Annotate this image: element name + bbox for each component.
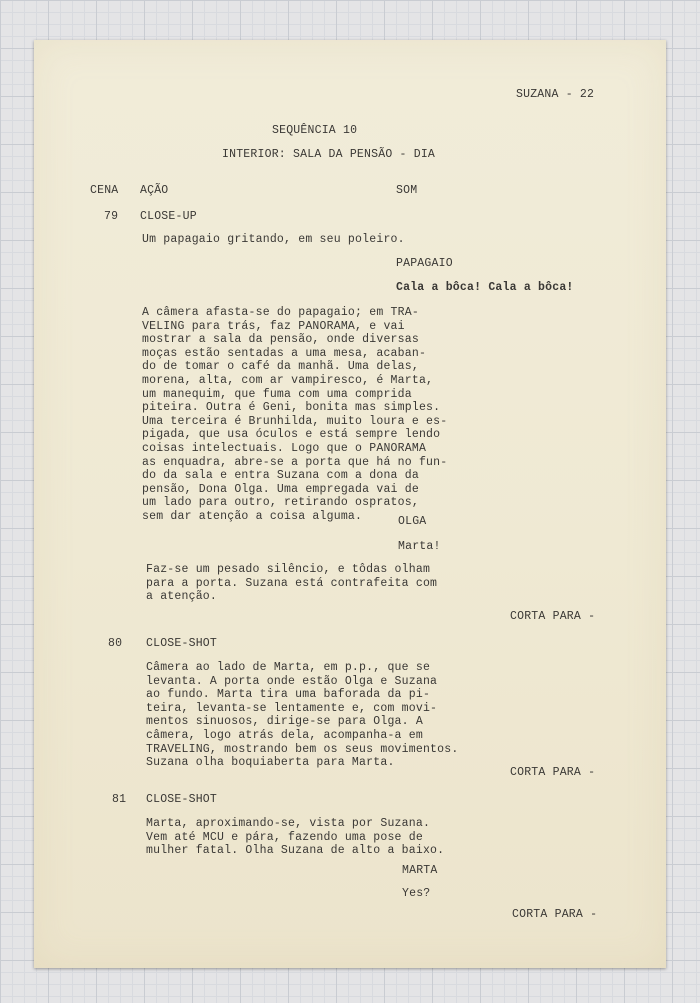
shot-type: CLOSE-SHOT bbox=[146, 793, 218, 806]
scene-number: 81 bbox=[112, 793, 127, 806]
paragraph-line: sem dar atenção a coisa alguma. bbox=[142, 509, 363, 523]
location-heading: INTERIOR: SALA DA PENSÃO - DIA bbox=[222, 148, 436, 161]
paragraph-line: Câmera ao lado de Marta, em p.p., que se bbox=[146, 661, 431, 674]
dialogue-line: Marta! bbox=[398, 540, 441, 553]
paragraph-line: pensão, Dona Olga. Uma empregada vai de bbox=[142, 482, 419, 496]
sequence-title: SEQUÊNCIA 10 bbox=[272, 124, 358, 137]
paragraph-line: ao fundo. Marta tira uma baforada da pi- bbox=[146, 688, 431, 702]
column-sound-header: SOM bbox=[396, 184, 418, 197]
paragraph-line: TRAVELING, mostrando bem os seus movimentos. bbox=[146, 742, 459, 756]
page-header: SUZANA - 22 bbox=[516, 88, 595, 101]
paragraph-line: Vem até MCU e pára, fazendo uma pose de bbox=[146, 830, 423, 844]
paragraph-line: moças estão sentadas a uma mesa, acaban- bbox=[142, 346, 427, 360]
paragraph-line: as enquadra, abre-se a porta que há no fun- bbox=[142, 455, 448, 469]
scene-number: 80 bbox=[108, 637, 123, 650]
paragraph-line: morena, alta, com ar vampiresco, é Marta, bbox=[142, 373, 434, 387]
character-name: MARTA bbox=[402, 864, 438, 877]
shot-type: CLOSE-UP bbox=[140, 210, 197, 223]
paragraph-line: para a porta. Suzana está contrafeita com bbox=[146, 576, 438, 590]
paragraph-line: mulher fatal. Olha Suzana de alto a baixo. bbox=[146, 844, 445, 858]
paragraph-line: VELING para trás, faz PANORAMA, e vai bbox=[142, 319, 405, 333]
transition: CORTA PARA - bbox=[510, 610, 596, 623]
paragraph-line: A câmera afasta-se do papagaio; em TRA- bbox=[142, 306, 419, 319]
paragraph-line: um lado para outro, retirando ospratos, bbox=[142, 496, 419, 510]
paragraph-line: câmera, logo atrás dela, acompanha-a em bbox=[146, 728, 423, 742]
paragraph-line: mostrar a sala da pensão, onde diversas bbox=[142, 333, 419, 347]
paragraph-line: do da sala e entra Suzana com a dona da bbox=[142, 469, 419, 483]
paragraph-line: mentos sinuosos, dirige-se para Olga. A bbox=[146, 715, 423, 729]
column-scene-header: CENA bbox=[90, 184, 119, 197]
paragraph-line: piteira. Outra é Geni, bonita mas simples. bbox=[142, 401, 441, 415]
paragraph-line: Faz-se um pesado silêncio, e tôdas olham bbox=[146, 563, 431, 576]
character-name: PAPAGAIO bbox=[396, 257, 453, 270]
paragraph-line: teira, levanta-se lentamente e, com movi- bbox=[146, 701, 438, 715]
paragraph-line: do de tomar o café da manhã. Uma delas, bbox=[142, 360, 419, 374]
dialogue-line: Yes? bbox=[402, 887, 431, 900]
column-action-header: AÇÃO bbox=[140, 184, 169, 197]
character-name: OLGA bbox=[398, 515, 427, 528]
action-paragraph bbox=[146, 661, 458, 770]
transition: CORTA PARA - bbox=[512, 908, 598, 921]
shot-type: CLOSE-SHOT bbox=[146, 637, 218, 650]
paragraph-line: levanta. A porta onde estão Olga e Suzana bbox=[146, 674, 438, 688]
paragraph-line: Marta, aproximando-se, vista por Suzana. bbox=[146, 817, 431, 830]
dialogue-line: Cala a bôca! Cala a bôca! bbox=[396, 281, 574, 294]
action-line: Um papagaio gritando, em seu poleiro. bbox=[142, 233, 405, 246]
paragraph-line: coisas intelectuais. Logo que o PANORAMA bbox=[142, 441, 427, 455]
paragraph-line: Uma terceira é Brunhilda, muito loura e es- bbox=[142, 414, 448, 428]
action-paragraph bbox=[146, 817, 444, 858]
paragraph-line: um manequim, que fuma com uma comprida bbox=[142, 387, 412, 401]
transition: CORTA PARA - bbox=[510, 766, 596, 779]
paragraph-line: Suzana olha boquiaberta para Marta. bbox=[146, 756, 395, 770]
paragraph-line: pigada, que usa óculos e está sempre lendo bbox=[142, 428, 441, 442]
paragraph-line: a atenção. bbox=[146, 590, 218, 604]
scene-number: 79 bbox=[104, 210, 119, 223]
action-paragraph bbox=[142, 306, 447, 524]
action-paragraph bbox=[146, 563, 437, 604]
